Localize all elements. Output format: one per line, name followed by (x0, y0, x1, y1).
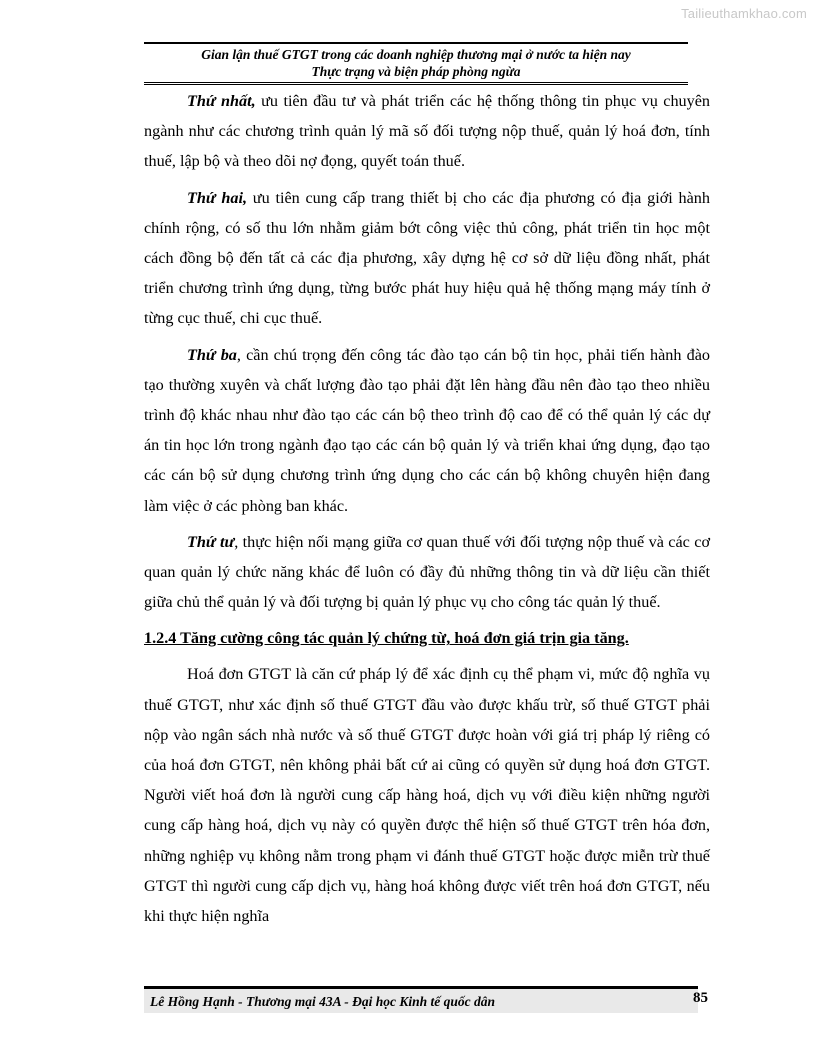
header-title: Gian lận thuế GTGT trong các doanh nghiệp thương mại ở nước ta hiện nay (201, 47, 631, 62)
paragraph-lead: Thứ nhất, (187, 92, 256, 110)
page-body (144, 86, 710, 937)
watermark: Tailieuthamkhao.com (681, 6, 807, 21)
paragraph-text: , cần chú trọng đến công tác đào tạo cán bộ tin học, phải tiến hành đào tạo thường xuyên và chất lượng đào tạo phải đặt lên hàng đầu nên đào tạo theo nhiều trình độ khác nhau như đào tạo các cán bộ theo trình độ cao để có thể quản lý các dự án tin học lớn trong ngành đạo tạo các cán bộ quản lý và triển khai ứng dụng, đạo tạo các cán bộ sử dụng chương trình ứng dụng cho các cán bộ không chuyên hiện đang làm việc ở các phòng ban khác. (144, 345, 710, 515)
header-subtitle: Thực trạng và biện pháp phòng ngừa (311, 64, 521, 79)
paragraph-text: , thực hiện nối mạng giữa cơ quan thuế với đối tượng nộp thuế và các cơ quan quản lý chức năng khác để luôn có đầy đủ những thông tin và dữ liệu cần thiết giữa chủ thể quản lý và đối tượng bị quản lý phục vụ cho công tác quản lý thuế. (144, 532, 711, 612)
paragraph-fourth (144, 527, 710, 618)
paragraph-invoice: Hoá đơn GTGT là căn cứ pháp lý để xác định cụ thể phạm vi, mức độ nghĩa vụ thuế GTGT, như xác định số thuế GTGT đầu vào được khấu trừ, số thuế GTGT phải nộp vào ngân sách nhà nước và số thuế GTGT được hoàn với giá trị pháp lý riêng có của hoá đơn GTGT, nên không phải bất cứ ai cũng có quyền sử dụng hoá đơn GTGT. Người viết hoá đơn là người cung cấp hàng hoá, dịch vụ với điều kiện những người cung cấp hàng hoá, dịch vụ này có quyền được thể hiện số thuế GTGT trên hóa đơn, những nghiệp vụ không nằm trong phạm vi đánh thuế GTGT hoặc được miễn trừ thuế GTGT thì người cung cấp dịch vụ, hàng hoá không được viết trên hoá đơn GTGT, nếu khi thực hiện nghĩa (144, 665, 710, 926)
paragraph-second (144, 183, 710, 334)
paragraph-lead: Thứ ba (187, 345, 237, 364)
page-number: 85 (693, 990, 708, 1006)
paragraph-text: ưu tiên đầu tư và phát triển các hệ thống thông tin phục vụ chuyên ngành như các chương trình quản lý mã số đối tượng nộp thuế, quản lý hoá đơn, tính thuế, lập bộ và theo dõi nợ đọng, quyết toán thuế. (144, 92, 710, 171)
paragraph-text: ưu tiên cung cấp trang thiết bị cho các địa phương có địa giới hành chính rộng, có số thu lớn nhằm giảm bớt công việc thủ công, phát triển tin học một cách đồng bộ đến tất cả các địa phương, xây dựng hệ cơ sở dữ liệu đồng nhất, phát triển chương trình ứng dụng, từng bước phát huy hiệu quả hệ thống mạng máy tính ở từng cục thuế, chi cục thuế. (144, 188, 710, 328)
paragraph-first (144, 86, 710, 177)
paragraph-lead: Thứ tư (187, 532, 235, 551)
paragraph-lead: Thứ hai, (187, 188, 248, 207)
paragraph-third (144, 340, 710, 521)
running-header (144, 42, 688, 85)
footer-author: Lê Hồng Hạnh - Thương mại 43A - Đại học Kinh tế quốc dân (144, 986, 698, 1013)
section-heading: 1.2.4 Tăng cường công tác quản lý chứng từ, hoá đơn giá trịn gia tăng. (144, 629, 629, 648)
